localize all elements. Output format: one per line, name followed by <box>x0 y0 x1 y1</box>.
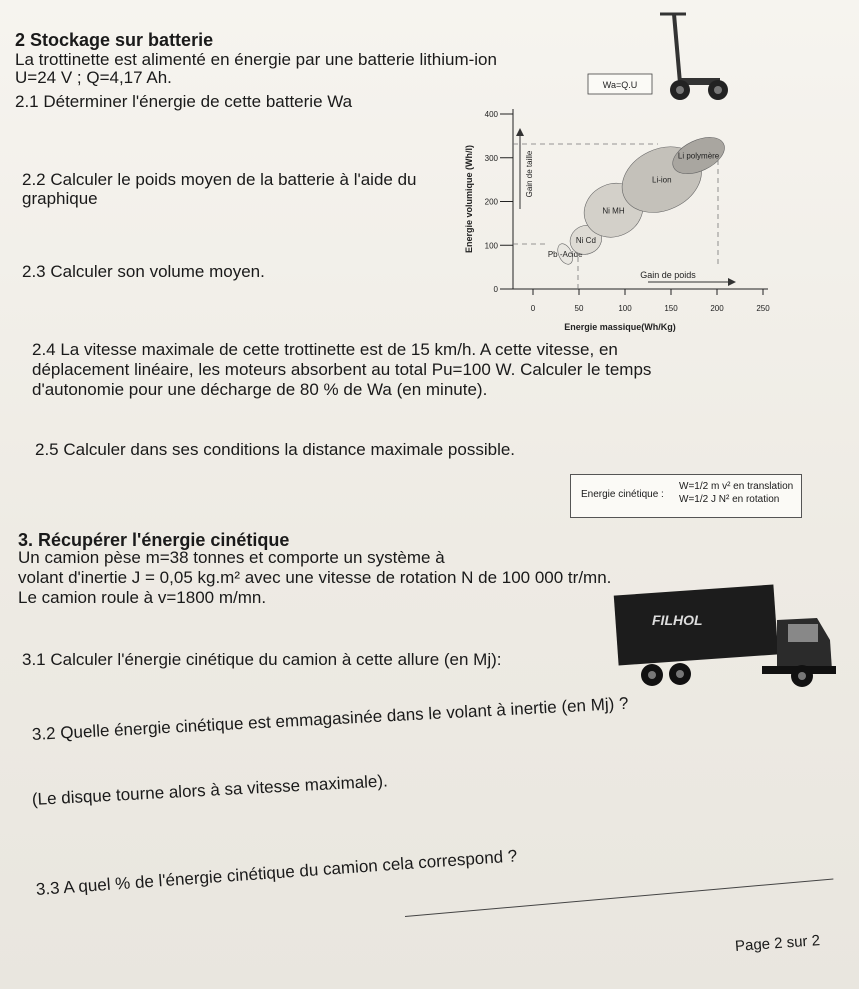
gain-poids-arrowhead <box>728 278 736 286</box>
question-2-4-line-1: 2.4 La vitesse maximale de cette trottinette est de 15 km/h. A cette vitesse, en <box>32 340 618 359</box>
section-3-line-3: Le camion roule à v=1800 m/mn. <box>18 588 267 607</box>
x-tick-label: 150 <box>664 304 678 313</box>
section-2-title: 2 Stockage sur batterie <box>15 30 214 50</box>
formula-label: Energie cinétique : <box>581 489 664 500</box>
x-tick-label: 0 <box>530 304 536 313</box>
x-tick-label: 250 <box>756 304 770 313</box>
chart-x-label: Energie massique(Wh/Kg) <box>564 322 676 332</box>
question-2-1: 2.1 Déterminer l'énergie de cette batterie Wa <box>15 92 353 111</box>
section-2-intro-line-2: U=24 V ; Q=4,17 Ah. <box>15 68 172 87</box>
question-3-2-line-2: (Le disque tourne alors à sa vitesse maximale). <box>31 771 389 809</box>
chart-y-label-2: Gain de taille <box>525 150 534 198</box>
battery-region-label: Ni Cd <box>575 235 596 245</box>
question-2-5: 2.5 Calculer dans ses conditions la distance maximale possible. <box>35 440 516 459</box>
question-3-2-line-1: 3.2 Quelle énergie cinétique est emmagasinée dans le volant à inertie (en Mj) ? <box>31 693 629 744</box>
question-2-2-line-1: 2.2 Calculer le poids moyen de la batterie à l'aide du <box>22 170 417 189</box>
x-tick-label: 50 <box>574 304 584 313</box>
battery-region-label: Pb -Acide <box>547 250 583 259</box>
formula-translation: W=1/2 m v² en translation <box>679 481 794 492</box>
section-3-line-1: Un camion pèse m=38 tonnes et comporte un système à <box>18 548 445 567</box>
y-tick-label: 0 <box>493 285 498 294</box>
y-tick-label: 200 <box>484 197 498 207</box>
y-tick-label: 300 <box>484 153 498 163</box>
section-3-title: 3. Récupérer l'énergie cinétique <box>18 530 290 550</box>
chart-x-label-2: Gain de poids <box>640 270 696 280</box>
kinetic-energy-formula-box <box>570 474 802 518</box>
question-2-4-line-3: d'autonomie pour une décharge de 80 % de Wa (en minute). <box>32 380 488 399</box>
chart-y-label: Energie volumique (Wh/l) <box>464 144 474 254</box>
question-3-3: 3.3 A quel % de l'énergie cinétique du camion cela correspond ? <box>35 846 518 899</box>
y-tick-label: 400 <box>484 110 498 119</box>
truck-brand: FILHOL <box>652 612 703 628</box>
chart-annotation: Wa=Q.U <box>602 80 638 90</box>
battery-region-label: Li polymère <box>677 151 720 161</box>
question-2-3: 2.3 Calculer son volume moyen. <box>22 262 265 281</box>
battery-region-label: Ni MH <box>602 206 625 216</box>
page-rule <box>405 879 833 917</box>
energy-density-chart <box>458 64 788 340</box>
battery-region-label: Li-ion <box>652 175 672 185</box>
page-footer: Page 2 sur 2 <box>734 932 821 955</box>
question-3-1: 3.1 Calculer l'énergie cinétique du camion à cette allure (en Mj): <box>22 650 502 669</box>
y-tick-label: 100 <box>484 241 498 251</box>
truck-illustration <box>612 580 842 690</box>
x-tick-label: 200 <box>710 304 724 313</box>
question-2-4-line-2: déplacement linéaire, les moteurs absorbent au total Pu=100 W. Calculer le temps <box>32 360 652 379</box>
section-3-line-2: volant d'inertie J = 0,05 kg.m² avec une vitesse de rotation N de 100 000 tr/mn. <box>18 568 612 587</box>
question-2-2-line-2: graphique <box>22 189 98 208</box>
x-tick-label: 100 <box>618 304 632 313</box>
gain-taille-arrowhead <box>516 128 524 136</box>
section-2-intro-line-1: La trottinette est alimenté en énergie par une batterie lithium-ion <box>15 50 497 69</box>
formula-rotation: W=1/2 J N² en rotation <box>679 494 780 505</box>
